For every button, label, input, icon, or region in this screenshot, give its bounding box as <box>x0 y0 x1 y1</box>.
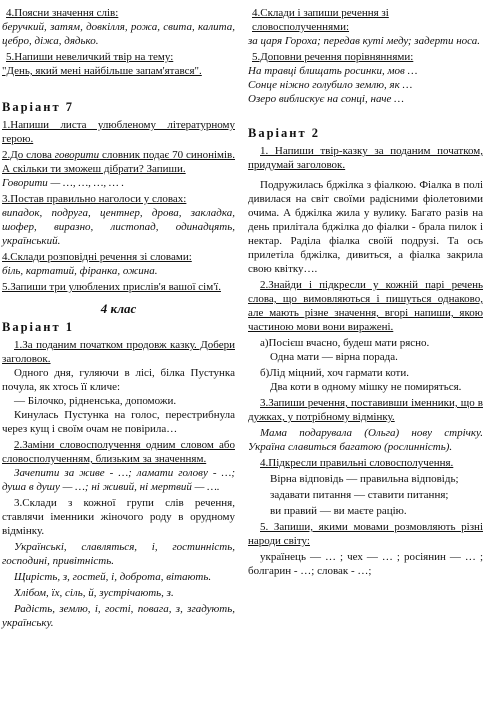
variant-7-title: Варіант 7 <box>2 100 74 114</box>
v2-b2: Два коти в одному мішку не помиряться. <box>270 381 462 393</box>
v2-task-4-row-1: Вірна відповідь — правильна відповідь; <box>270 473 459 485</box>
c4-task-3-group-1: Українські, славляться, і, гостинність, господині, привітність. <box>2 541 235 567</box>
v2-task-1: 1. Напиши твір-казку за поданим початком, придумай заголовок. <box>248 145 483 171</box>
v7-task-3: 3.Постав правильно наголоси у словах: <box>2 193 187 205</box>
v7-task-1: 1.Напиши листа улюбленому літературному герою. <box>2 119 235 145</box>
v7-task-2 <box>2 148 235 176</box>
task-4-heading: 4.Поясни значення слів: <box>6 7 119 19</box>
v7-task-2-part-b: словник подає 70 синонімів. А скільки ти зможеш дібрати? Запиши. <box>2 149 236 175</box>
v2-story: Подружилась бджілка з фіалкою. Фіалка в полі дивилася на світ своїми радісними фіолетовими очима. А бджілка жила у вулику. Багато разів на день прилітала бджілка до фіалки - брала пилок і нектар. Раділа фіалка своїй подрузі. Та ось прилетіла бджілка, дивиться, а фіалка закрила свою квітку…. <box>248 179 483 275</box>
v2-a2: Одна мати — вірна порада. <box>270 351 398 363</box>
class-4-title: 4 клас <box>100 301 137 316</box>
v7-task-2-line: Говорити — …, …, …, … . <box>2 177 125 189</box>
v2-task-5-line: українець — … ; чех — … ; росіянин — … ; болгарин - …; словак - …; <box>248 551 483 577</box>
c4-task-3-group-4: Радість, землю, і, гості, повага, з, згадують, українську. <box>2 603 235 629</box>
c4-task-3-group-2: Щирість, з, гостей, і, доброта, вітають. <box>14 571 212 583</box>
v2-task-5: 5. Запиши, якими мовами розмовляють різні народи світу: <box>248 521 483 547</box>
left-column <box>2 6 235 630</box>
task-5-heading: 5.Напиши невеличкий твір на тему: <box>6 51 174 63</box>
task-4-words: беручкий, затям, довкілля, рожа, свита, калита, цебро, діжа, дядько. <box>2 21 235 47</box>
c4-story-2: — Білочко, рідненська, допоможи. <box>14 395 177 407</box>
r-task-4-words: за царя Гороха; передав куті меду; задерти носа. <box>248 35 481 47</box>
v2-task-2: 2.Знайди і підкресли у кожній парі речень слова, що вимовляються і пишуться однаково, але мають різне значення, вгорі напиши, якою частиною мови вони виражені. <box>248 279 483 333</box>
v7-task-2-word: говорити <box>54 149 100 161</box>
c4-task-2-examples: Зачепити за живе - …; ламати голову - …; душа в душу — …; ні живий, ні мертвий — …. <box>2 467 235 493</box>
c4-task-3: 3.Склади з кожної групи слів речення, ставлячи іменники жіночого роду в орудному відмінку. <box>2 497 235 537</box>
r-task-4-heading: 4.Склади і запиши речення зі словосполученнями: <box>252 7 389 33</box>
task-5-topic: "День, який мені найбільше запам'ятався". <box>2 65 202 77</box>
c4-story-1: Одного дня, гуляючи в лісі, білка Пустунка почула, як хтось її кличе: <box>2 367 235 393</box>
r-task-5-line-1: На травці блищать росинки, мов … <box>248 65 418 77</box>
r-task-5-heading: 5.Доповни речення порівняннями: <box>252 51 414 63</box>
v2-task-4: 4.Підкресли правильні словосполучення. <box>260 457 454 469</box>
v7-task-3-words: випадок, подруга, центнер, дрова, закладка, шофер, виразно, листопад, одинадцять, український. <box>2 207 235 247</box>
v2-a1: а)Посієш вчасно, будеш мати рясно. <box>260 337 430 349</box>
v2-task-3: 3.Запиши речення, поставивши іменники, що в дужках, у потрібному відмінку. <box>248 397 483 423</box>
v2-b1: б)Лід міцний, хоч гармати коти. <box>260 367 410 379</box>
v2-task-3-sentences: Мама подарувала (Ольга) нову стрічку. Україна славиться багатою (рослинність). <box>248 427 483 453</box>
v7-task-4: 4.Склади розповідні речення зі словами: <box>2 251 192 263</box>
v7-task-2-part-a: 2.До слова <box>2 149 55 161</box>
v7-task-4-words: біль, картатий, фіранка, ожина. <box>2 265 158 277</box>
v2-task-4-row-2: задавати питання — ставити питання; <box>270 489 449 501</box>
v7-task-5: 5.Запиши три улюблених прислів'я вашої сім'ї. <box>2 281 221 293</box>
right-column <box>248 6 483 578</box>
v2-task-4-row-3: ви правий — ви маєте рацію. <box>270 505 407 517</box>
variant-1-title: Варіант 1 <box>2 320 74 334</box>
c4-task-2: 2.Заміни словосполучення одним словом або словосполученням, близьким за значенням. <box>2 439 235 465</box>
r-task-5-line-3: Озеро виблискує на сонці, наче … <box>248 93 404 105</box>
c4-task-1: 1.За поданим початком продовж казку. Добери заголовок. <box>2 339 235 365</box>
r-task-5-line-2: Сонце ніжно голубило землю, як … <box>248 79 413 91</box>
c4-task-3-group-3: Хлібом, їх, сіль, й, зустрічають, з. <box>14 587 174 599</box>
variant-2-title: Варіант 2 <box>248 126 320 140</box>
c4-story-3: Кинулась Пустунка на голос, перестрибнула через кущ і своїм очам не повірила… <box>2 409 235 435</box>
